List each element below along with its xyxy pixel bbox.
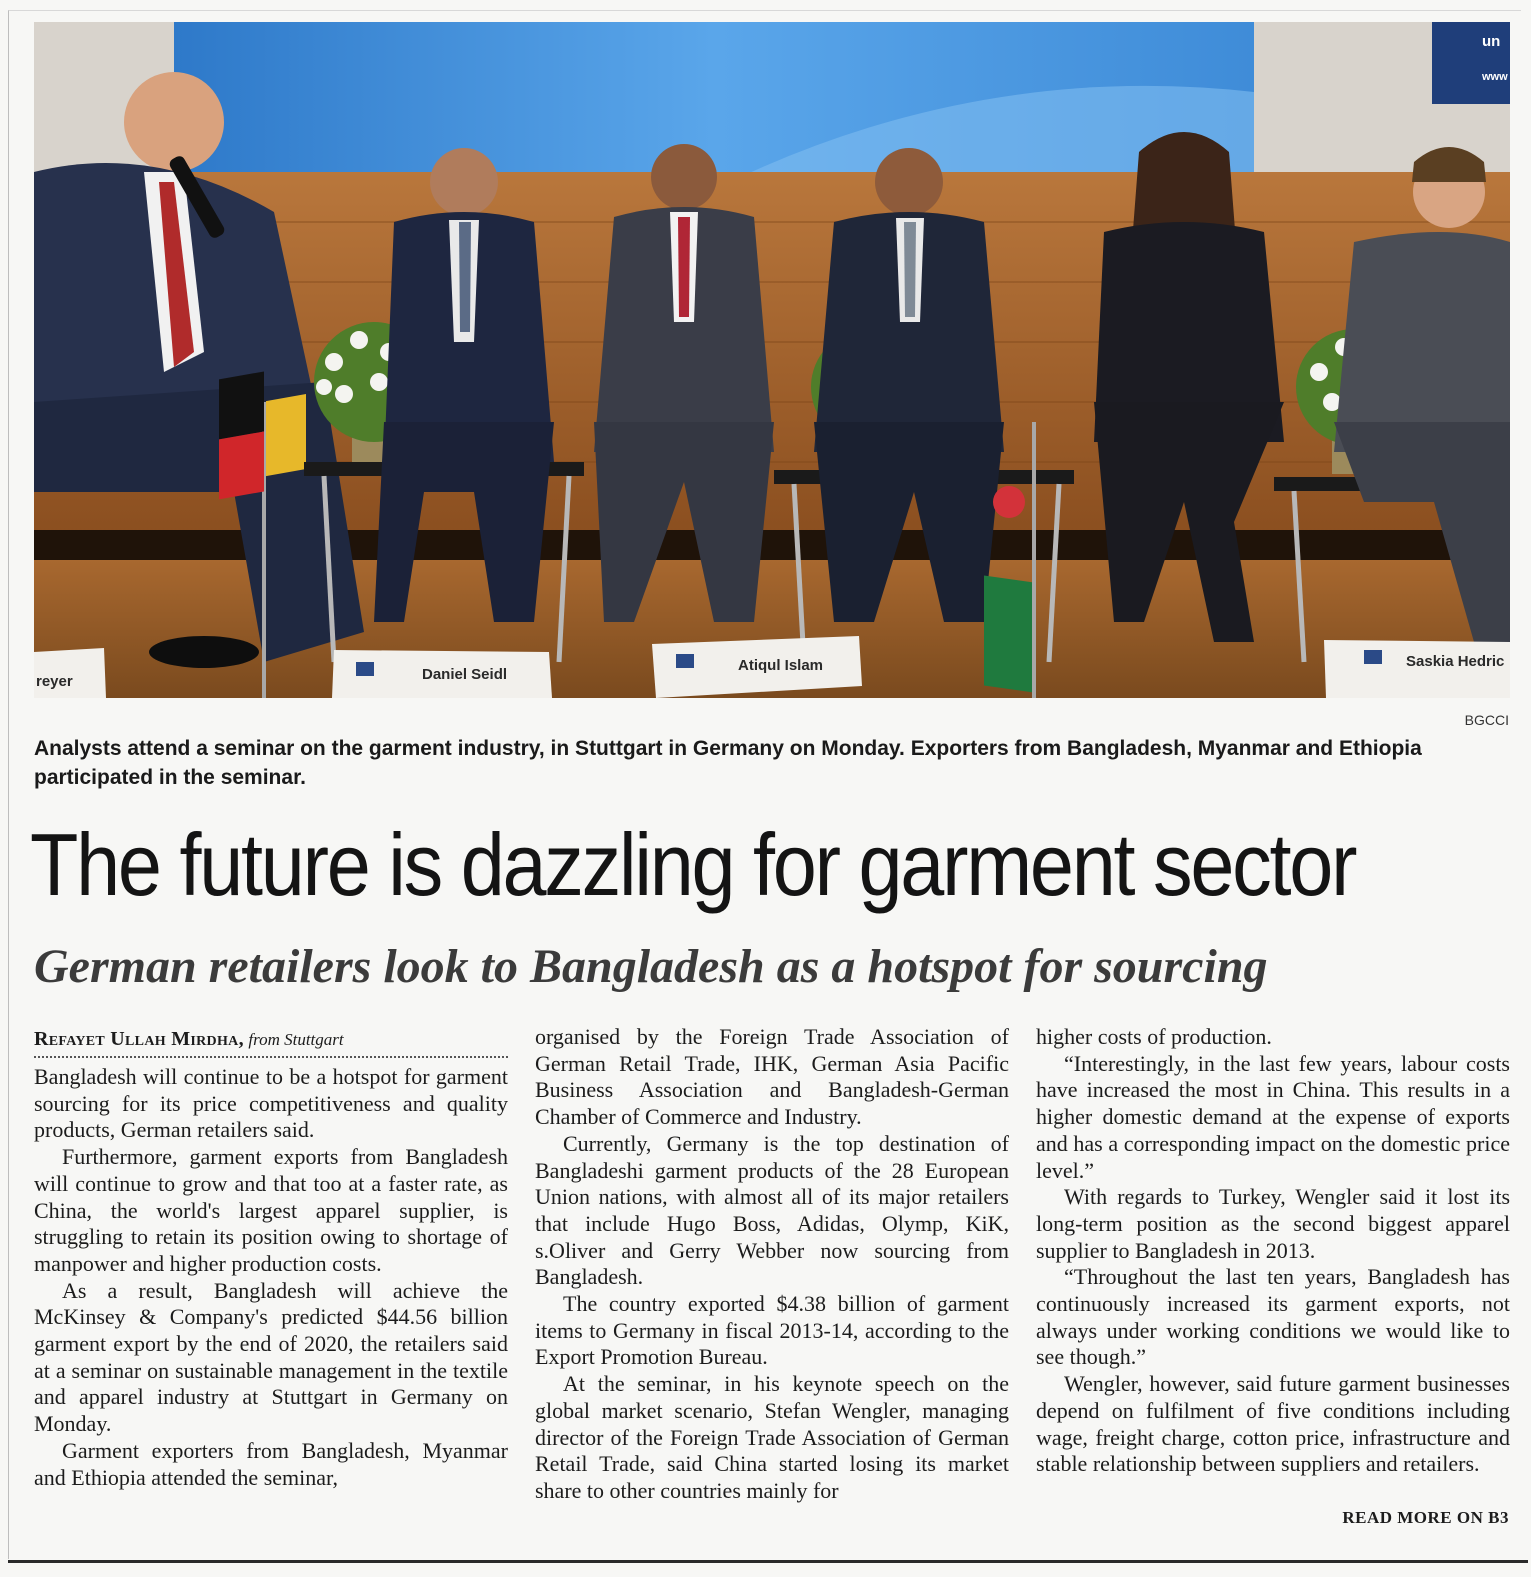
byline-location: from Stuttgart (248, 1030, 344, 1049)
article-column-3 (1036, 1024, 1510, 1478)
news-photo (34, 22, 1510, 698)
byline (34, 1024, 508, 1058)
paragraph: Garment exporters from Bangladesh, Myanmar and Ethiopia attended the seminar, (34, 1437, 508, 1490)
subheadline: German retailers look to Bangladesh as a hotspot for sourcing (34, 940, 1268, 993)
paragraph: The country exported $4.38 billion of garment items to Germany in fiscal 2013-14, according to the Export Promotion Bureau. (535, 1291, 1009, 1370)
article-column-1 (34, 1024, 508, 1491)
paragraph: With regards to Turkey, Wengler said it lost its long-term position as the second biggest apparel supplier to Bangladesh in 2013. (1036, 1184, 1510, 1263)
photo-caption: Analysts attend a seminar on the garment industry, in Stuttgart in Germany on Monday. Exporters from Bangladesh, Myanmar and Ethiopia participated in the seminar. (34, 737, 1422, 789)
banner-text-1: un (1482, 33, 1501, 50)
nameplate-1-text: reyer (36, 673, 73, 690)
nameplate-daniel-seidl (332, 650, 552, 698)
paragraph: “Throughout the last ten years, Bangladesh has continuously increased its garment exports, not always under working conditions we would like to see though.” (1036, 1264, 1510, 1370)
nameplate-2-text: Daniel Seidl (422, 666, 508, 683)
byline-author: Refayet Ullah Mirdha, (34, 1028, 244, 1050)
nameplate-1 (34, 648, 106, 698)
paragraph: Furthermore, garment exports from Bangladesh will continue to grow and that too at a faster rate, as China, the world's largest apparel supplier, is struggling to retain its position owing to shortage of manpower and higher production costs. (34, 1144, 508, 1276)
paragraph: organised by the Foreign Trade Association of German Retail Trade, IHK, German Asia Pacific Business Association and Bangladesh-German Chamber of Commerce and Industry. (535, 1024, 1009, 1130)
nameplate-saskia-hedric (1324, 640, 1510, 698)
paragraph: As a result, Bangladesh will achieve the McKinsey & Company's predicted $44.56 billion garment export by the end of 2020, the retailers said at a seminar on sustainable management in the textile and apparel industry at Stuttgart in Germany on Monday. (34, 1277, 508, 1437)
paragraph: Currently, Germany is the top destination of Bangladeshi garment products of the 28 European Union nations, with almost all of its major retailers that include Hugo Boss, Adidas, Olymp, KiK, s.Oliver and Gerry Webber now sourcing from Bangladesh. (535, 1130, 1009, 1290)
bottom-rule (8, 1560, 1528, 1563)
paragraph: At the seminar, in his keynote speech on the global market scenario, Stefan Wengler, managing director of the Foreign Trade Association of German Retail Trade, said China started losing its market share to other countries mainly for (535, 1371, 1009, 1503)
paragraph: “Interestingly, in the last few years, labour costs have increased the most in China. This results in a higher domestic demand at the expense of exports and has a corresponding impact on the domestic price level.” (1036, 1050, 1510, 1183)
nameplate-3-text: Atiqul Islam (738, 657, 824, 674)
nameplate-4-text: Saskia Hedric (1406, 653, 1505, 670)
read-more-link[interactable]: READ MORE ON B3 (1342, 1508, 1509, 1527)
paragraph: higher costs of production. (1036, 1024, 1272, 1049)
paragraph: Wengler, however, said future garment businesses depend on fulfilment of five conditions including wage, freight charge, cotton price, infrastructure and stable relationship between suppliers and retailers. (1036, 1371, 1510, 1477)
headline: The future is dazzling for garment sector (30, 815, 1356, 914)
banner-text-2: www (1482, 71, 1508, 83)
article-column-2 (535, 1024, 1009, 1505)
paragraph: Bangladesh will continue to be a hotspot for garment sourcing for its price competitiveness and quality products, German retailers said. (34, 1064, 508, 1143)
photo-credit: BGCCI (1464, 712, 1509, 728)
